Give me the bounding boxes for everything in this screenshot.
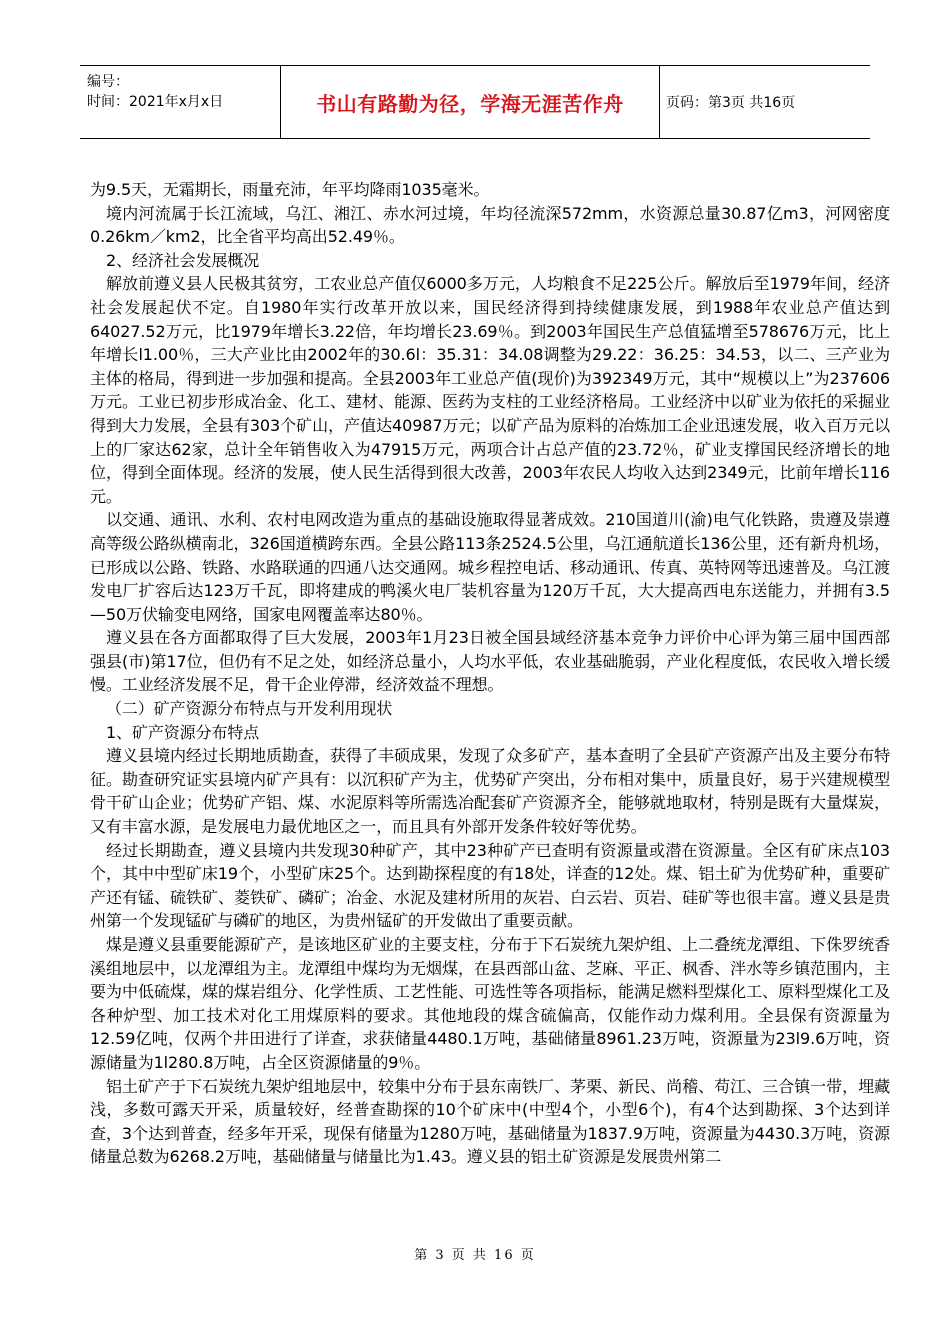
paragraph: 遵义县在各方面都取得了巨大发展，2003年1月23日被全国县域经济基本竞争力评价中心评为第三届中国西部强县(市)第17位，但仍有不足之处，如经济总量小，人均水平低，农业基础脆弱，产业化程度低，农民收入增长缓慢。工业经济发展不足，骨干企业停滞，经济效益不理想。 (90, 628, 890, 695)
page-footer: 第 3 页 共 16 页 (414, 1248, 536, 1263)
paragraph: 2、经济社会发展概况 (106, 250, 260, 270)
paragraph: 经过长期勘查，遵义县境内共发现30种矿产，其中23种矿产已查明有资源量或潜在资源量。全区有矿床点103个，其中中型矿床19个，小型矿床25个。达到勘探程度的有18处，详查的12处。煤、铝土矿为优势矿种，重要矿产还有锰、硫铁矿、菱铁矿、磷矿；冶金、水泥及建材所用的灰岩、白云岩、页岩、硅矿等也很丰富。遵义县是贵州第一个发现锰矿与磷矿的地区，为贵州锰矿的开发做出了重要贡献。 (90, 840, 890, 931)
paragraph: 铝土矿产于下石炭统九架炉组地层中，较集中分布于县东南铁厂、茅栗、新民、尚稽、苟江、三合镇一带，埋藏浅，多数可露天开采，质量较好，经普查勘探的10个矿床中(中型4个，小型6个)，有4个达到勘探、3个达到详查，3个达到普查，经多年开采，现保有储量为1280万吨，基础储量为1837.9万吨，资源量为4430.3万吨，资源储量总数为6268.2万吨，基础储量与储量比为1.43。遵义县的铝土矿资源是发展贵州第二 (90, 1076, 890, 1167)
paragraph: （二）矿产资源分布特点与开发利用现状 (106, 699, 393, 719)
paragraph: 以交通、通讯、水利、农村电网改造为重点的基础设施取得显著成效。210国道川(渝)电气化铁路，贵遵及崇遵高等级公路纵横南北，326国道横跨东西。全县公路113条2524.5公里，乌江通航道长136公里，还有新舟机场，已形成以公路、铁路、水路联通的四通八达交通网。城乡程控电话、移动通讯、传真、英特网等迅速普及。乌江渡发电厂扩容后达123万千瓦，即将建成的鸭溪火电厂装机容量为120万千瓦，大大提高西电东送能力，并拥有3.5—50万伏输变电网络，国家电网覆盖率达80％。 (90, 510, 890, 624)
header-motto: 书山有路勤为径，学海无涯苦作舟 (280, 66, 660, 138)
document-time-label: 时间：2021年x月x日 (87, 94, 224, 110)
document-number-label: 编号： (87, 74, 129, 90)
page-header (80, 65, 870, 139)
document-body (90, 178, 890, 1169)
paragraph: 遵义县境内经过长期地质勘查，获得了丰硕成果，发现了众多矿产，基本查明了全县矿产资源产出及主要分布特征。勘查研究证实县境内矿产具有：以沉积矿产为主，优势矿产突出，分布相对集中，质量良好，易于兴建规模型骨干矿山企业；优势矿产铝、煤、水泥原料等所需选冶配套矿产资源齐全，能够就地取材，特别是既有大量煤炭，又有丰富水源，是发展电力最优地区之一，而且具有外部开发条件较好等优势。 (90, 746, 890, 837)
header-page-info: 页码：第3页 共16页 (666, 95, 796, 111)
paragraph: 解放前遵义县人民极其贫穷，工农业总产值仅6000多万元，人均粮食不足225公斤。解放后至1979年间，经济社会发展起伏不定。自1980年实行改革开放以来，国民经济得到持续健康发展，到1988年农业总产值达到64027.52万元，比1979年增长3.22倍，年均增长23.69％。到2003年国民生产总值猛增至578676万元，比上年增长l1.00％，三大产业比由2002年的30.6l：35.31：34.08调整为29.22：36.25：34.53，以二、三产业为主体的格局，得到进一步加强和提高。全县2003年工业总产值(现价)为392349万元，其中“规模以上”为237606万元。工业已初步形成冶金、化工、建材、能源、医药为支柱的工业经济格局。工业经济中以矿业为依托的采掘业得到大力发展，全县有303个矿山，产值达40987万元；以矿产品为原料的冶炼加工企业迅速发展，收入百万元以上的厂家达62家，总计全年销售收入为47915万元，两项合计占总产值的23.72％，矿业支撑国民经济增长的地位，得到全面体现。经济的发展，使人民生活得到很大改善，2003年农民人均收入达到2349元，比前年增长116元。 (90, 274, 890, 506)
paragraph: 煤是遵义县重要能源矿产，是该地区矿业的主要支柱，分布于下石炭统九架炉组、上二叠统龙潭组、下侏罗统香溪组地层中，以龙潭组为主。龙潭组中煤均为无烟煤，在县西部山盆、芝麻、平正、枫香、泮水等乡镇范围内，主要为中低硫煤，煤的煤岩组分、化学性质、工艺性能、可选性等各项指标，能满足燃料型煤化工、原料型煤化工及各种炉型、加工技术对化工用煤原料的要求。其他地段的煤含硫偏高，仅能作动力煤利用。全县保有资源量为12.59亿吨，仅两个井田进行了详查，求获储量4480.1万吨，基础储量8961.23万吨，资源量为23l9.6万吨，资源储量为1l280.8万吨，占全区资源储量的9％。 (90, 935, 890, 1072)
header-meta (80, 66, 280, 138)
paragraph: 1、矿产资源分布特点 (106, 722, 260, 742)
paragraph: 境内河流属于长江流域，乌江、湘江、赤水河过境，年均径流深572mm，水资源总量30.87亿m3，河网密度0.26km／km2，比全省平均高出52.49％。 (90, 203, 890, 247)
paragraph: 为9.5天，无霜期长，雨量充沛，年平均降雨1035毫米。 (90, 180, 490, 199)
